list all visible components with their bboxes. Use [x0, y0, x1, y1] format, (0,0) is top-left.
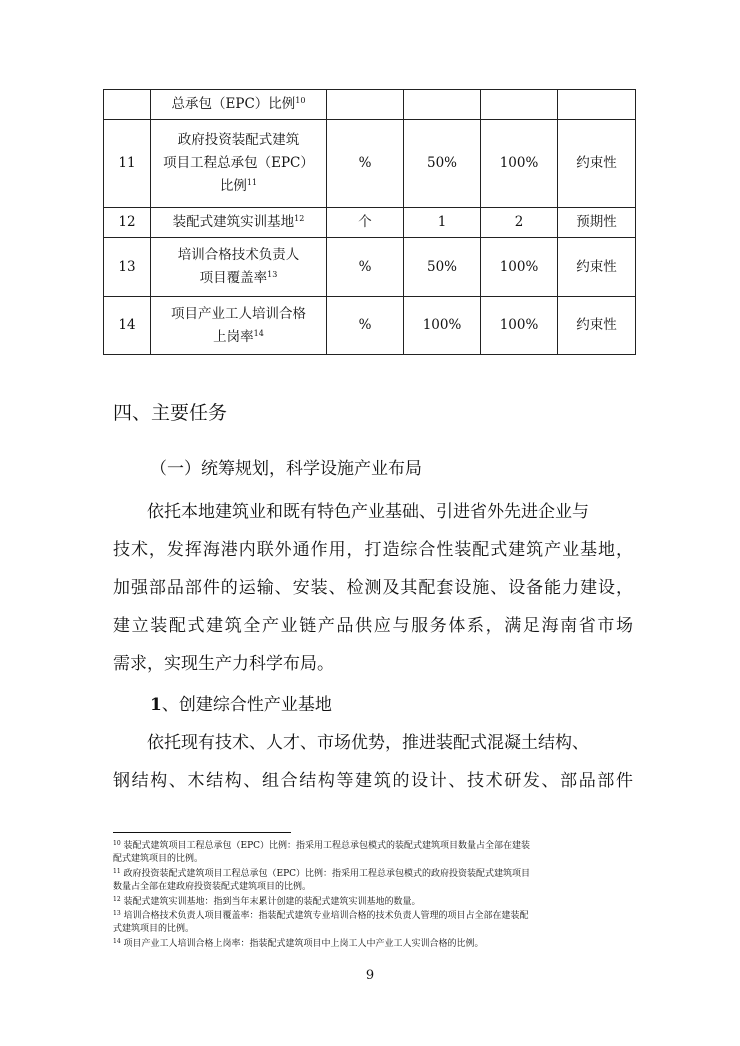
baseline-cell	[404, 90, 481, 120]
nature-cell: 约束性	[558, 297, 636, 355]
baseline-cell: 50%	[404, 120, 481, 208]
nature-cell: 约束性	[558, 120, 636, 208]
target-cell: 2	[481, 208, 558, 238]
paragraph-line: 钢结构、木结构、组合结构等建筑的设计、技术研发、部品部件	[113, 771, 633, 791]
unit-cell	[327, 90, 404, 120]
baseline-cell: 100%	[404, 297, 481, 355]
table-row	[104, 297, 636, 355]
target-cell: 100%	[481, 120, 558, 208]
paragraph-line: 需求，实现生产力科学布局。	[113, 654, 334, 674]
unit-cell: %	[327, 120, 404, 208]
paragraph-line: 技术，发挥海港内联外通作用，打造综合性装配式建筑产业基地，	[113, 540, 633, 560]
indicator-name: 政府投资装配式建筑 项目工程总承包（EPC） 比例$^{11}$	[151, 120, 327, 208]
indicator-name: 项目产业工人培训合格 上岗率$^{14}$	[151, 297, 327, 355]
row-number: 13	[104, 238, 151, 297]
section-title: 四、主要任务	[113, 402, 228, 424]
unit-cell: %	[327, 297, 404, 355]
table-row	[104, 90, 636, 120]
footnote-divider	[113, 832, 291, 833]
table-row	[104, 238, 636, 297]
table-row	[104, 120, 636, 208]
body-paragraph	[113, 724, 633, 800]
unit-cell: 个	[327, 208, 404, 238]
baseline-cell: 50%	[404, 238, 481, 297]
nature-cell: 预期性	[558, 208, 636, 238]
unit-cell: %	[327, 238, 404, 297]
footnote: $^{13}$ 培训合格技术负责人项目覆盖率：指装配式建筑专业培训合格的技术负责人管理的项目占全部在建装配 式建筑项目的比例。	[113, 910, 529, 934]
indicator-name: 装配式建筑实训基地$^{12}$	[151, 208, 327, 238]
footnote: $^{14}$ 项目产业工人培训合格上岗率：指装配式建筑项目中上岗工人中产业工人实训合格的比例。	[113, 938, 484, 949]
indicator-name: 培训合格技术负责人 项目覆盖率$^{13}$	[151, 238, 327, 297]
footnote: $^{12}$ 装配式建筑实训基地：指到当年末累计创建的装配式建筑实训基地的数量。	[113, 896, 421, 907]
paragraph-line: 依托本地建筑业和既有特色产业基础、引进省外先进企业与	[147, 502, 589, 522]
page-number: 9	[365, 968, 375, 983]
row-number: 11	[104, 120, 151, 208]
nature-cell: 约束性	[558, 238, 636, 297]
indicator-table	[103, 89, 636, 355]
indicator-name: 总承包（EPC）比例$^{10}$	[151, 90, 327, 120]
row-number: 14	[104, 297, 151, 355]
item-heading: 1、创建综合性产业基地	[150, 695, 332, 715]
target-cell: 100%	[481, 297, 558, 355]
baseline-cell: 1	[404, 208, 481, 238]
paragraph-line: 依托现有技术、人才、市场优势，推进装配式混凝土结构、	[147, 733, 589, 753]
body-paragraph	[113, 493, 633, 683]
table-row	[104, 208, 636, 238]
row-number	[104, 90, 151, 120]
target-cell	[481, 90, 558, 120]
subsection-title: （一）统筹规划，科学设施产业布局	[150, 459, 422, 479]
footnote: $^{10}$ 装配式建筑项目工程总承包（EPC）比例：指采用工程总承包模式的装配式建筑项目数量占全部在建装 配式建筑项目的比例。	[113, 840, 531, 864]
paragraph-line: 建立装配式建筑全产业链产品供应与服务体系，满足海南省市场	[113, 616, 633, 636]
paragraph-line: 加强部品部件的运输、安装、检测及其配套设施、设备能力建设，	[113, 578, 633, 598]
nature-cell	[558, 90, 636, 120]
row-number: 12	[104, 208, 151, 238]
target-cell: 100%	[481, 238, 558, 297]
footnote: $^{11}$ 政府投资装配式建筑项目工程总承包（EPC）比例：指采用工程总承包模式的政府投资装配式建筑项目 数量占全部在建政府投资装配式建筑项目的比例。	[113, 868, 531, 892]
